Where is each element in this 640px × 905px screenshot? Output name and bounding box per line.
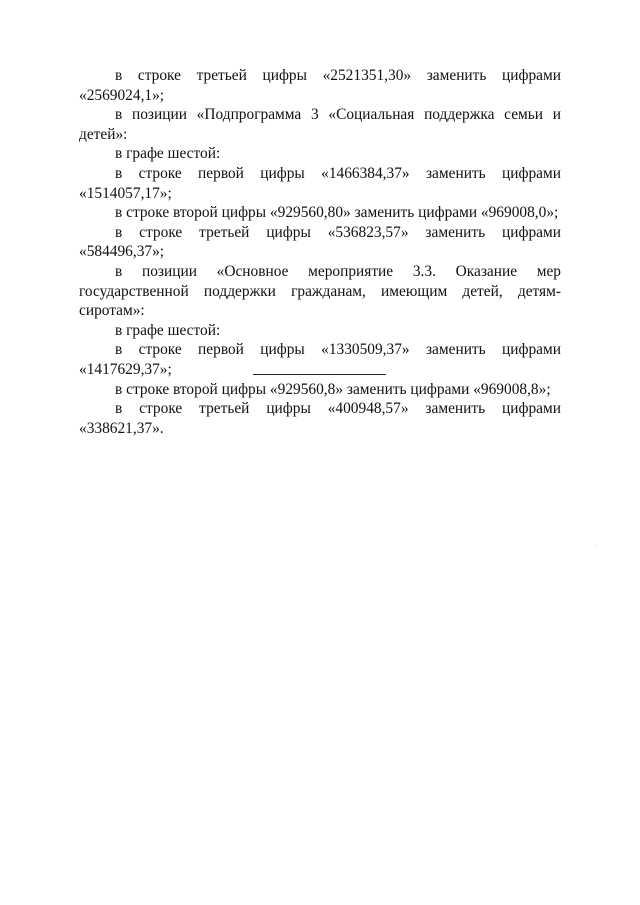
paragraph-line-2-change: в строке второй цифры «929560,80» заменить цифрами «969008,0»;: [115, 204, 559, 222]
paragraph-line-1-change: в строке первой цифры «1330509,37» заменить цифрами «1417629,37»;: [79, 341, 561, 378]
paragraph-line-3-change: в строке третьей цифры «536823,57» заменить цифрами «584496,37»;: [79, 223, 561, 261]
paragraph-column-6: в графе шестой:: [115, 145, 221, 163]
paragraph-line-3-change: в строке третьей цифры «400948,57» заменить цифрами «338621,37».: [79, 400, 561, 437]
paragraph-subprogram-3: в позиции «Подпрограмма 3 «Социальная поддержка семьи и детей»:: [79, 106, 561, 143]
paragraph-line-1-change: в строке первой цифры «1466384,37» заменить цифрами «1514057,17»;: [79, 164, 561, 202]
paragraph-main-activity-3-3: в позиции «Основное мероприятие 3.3. Оказание мер государственной поддержки гражданам, имеющим детей, детям-сиротам»:: [79, 262, 561, 320]
scan-speck: [596, 545, 597, 546]
paragraph-line-2-change: в строке второй цифры «929560,8» заменить цифрами «969008,8»;: [115, 380, 551, 398]
paragraph-line-3-change: в строке третьей цифры «2521351,30» заменить цифрами «2569024,1»;: [79, 67, 561, 104]
closing-divider: [253, 374, 386, 375]
document-body: [79, 66, 561, 438]
paragraph-column-6: в графе шестой:: [115, 321, 221, 339]
